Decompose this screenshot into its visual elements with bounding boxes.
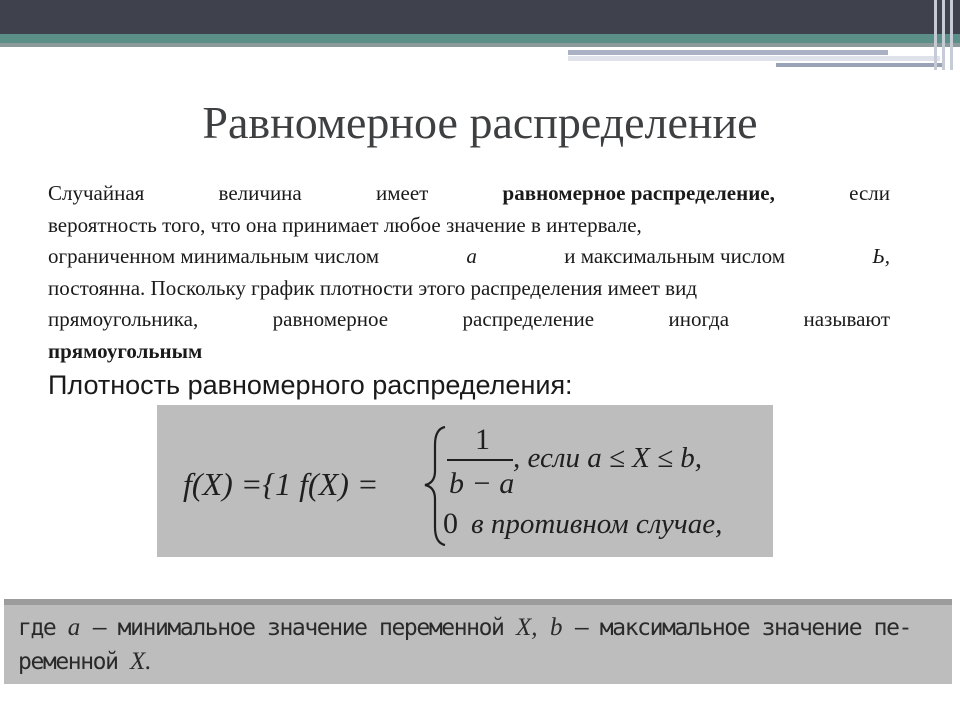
fraction-numerator: 1 — [475, 423, 490, 456]
variable-a: а — [466, 244, 477, 268]
definition-paragraph — [48, 178, 890, 367]
decor-stripe — [568, 50, 888, 55]
fraction-denominator: b − a — [449, 467, 515, 500]
divider-line — [0, 43, 960, 47]
paragraph-line: постоянна. Поскольку график плотности этого распределения имеет вид — [48, 275, 698, 300]
paragraph-line: вероятность того, что она принимает любое значение в интервале, — [48, 212, 642, 237]
formula-lhs: f(X) ={1 f(X) = — [183, 466, 379, 502]
term-bold: прямоугольным — [48, 338, 203, 363]
paragraph-line: прямоугольника, равномерное распределение иногда называют — [48, 307, 890, 331]
top-bar — [0, 0, 960, 34]
decor-stripe — [568, 56, 940, 61]
density-heading: Плотность равномерного распределения: — [48, 370, 573, 400]
paragraph-line: Случайная величина имеет равномерное распределение, если — [48, 178, 890, 210]
paragraph-line: ограниченном минимальным числом а и максимальным числом Ь, — [48, 241, 890, 273]
case1-condition: , если a ≤ X ≤ b, — [513, 442, 703, 474]
brace-icon — [425, 427, 445, 545]
variable-x: X. — [130, 648, 152, 675]
density-formula — [157, 405, 773, 557]
slide-title: Равномерное распределение — [202, 97, 758, 148]
paragraph-line — [48, 336, 890, 368]
case2-condition: в противном случае, — [471, 508, 723, 540]
corner-decoration — [930, 0, 960, 70]
term-bold: равномерное распределение, — [502, 181, 775, 205]
decor-stripe — [776, 63, 944, 67]
accent-line — [0, 34, 960, 43]
variable-x: X, — [515, 614, 538, 641]
formula-svg — [157, 405, 773, 557]
footnote-box — [4, 599, 952, 684]
variable-b: Ь, — [872, 244, 890, 268]
variable-b: b — [549, 614, 563, 641]
variable-a: a — [67, 614, 81, 641]
case2-value: 0 — [443, 507, 458, 540]
footnote-text: где a — минимальное значение переменной X, b — максимальное значение пе- ременной X. — [18, 614, 911, 675]
